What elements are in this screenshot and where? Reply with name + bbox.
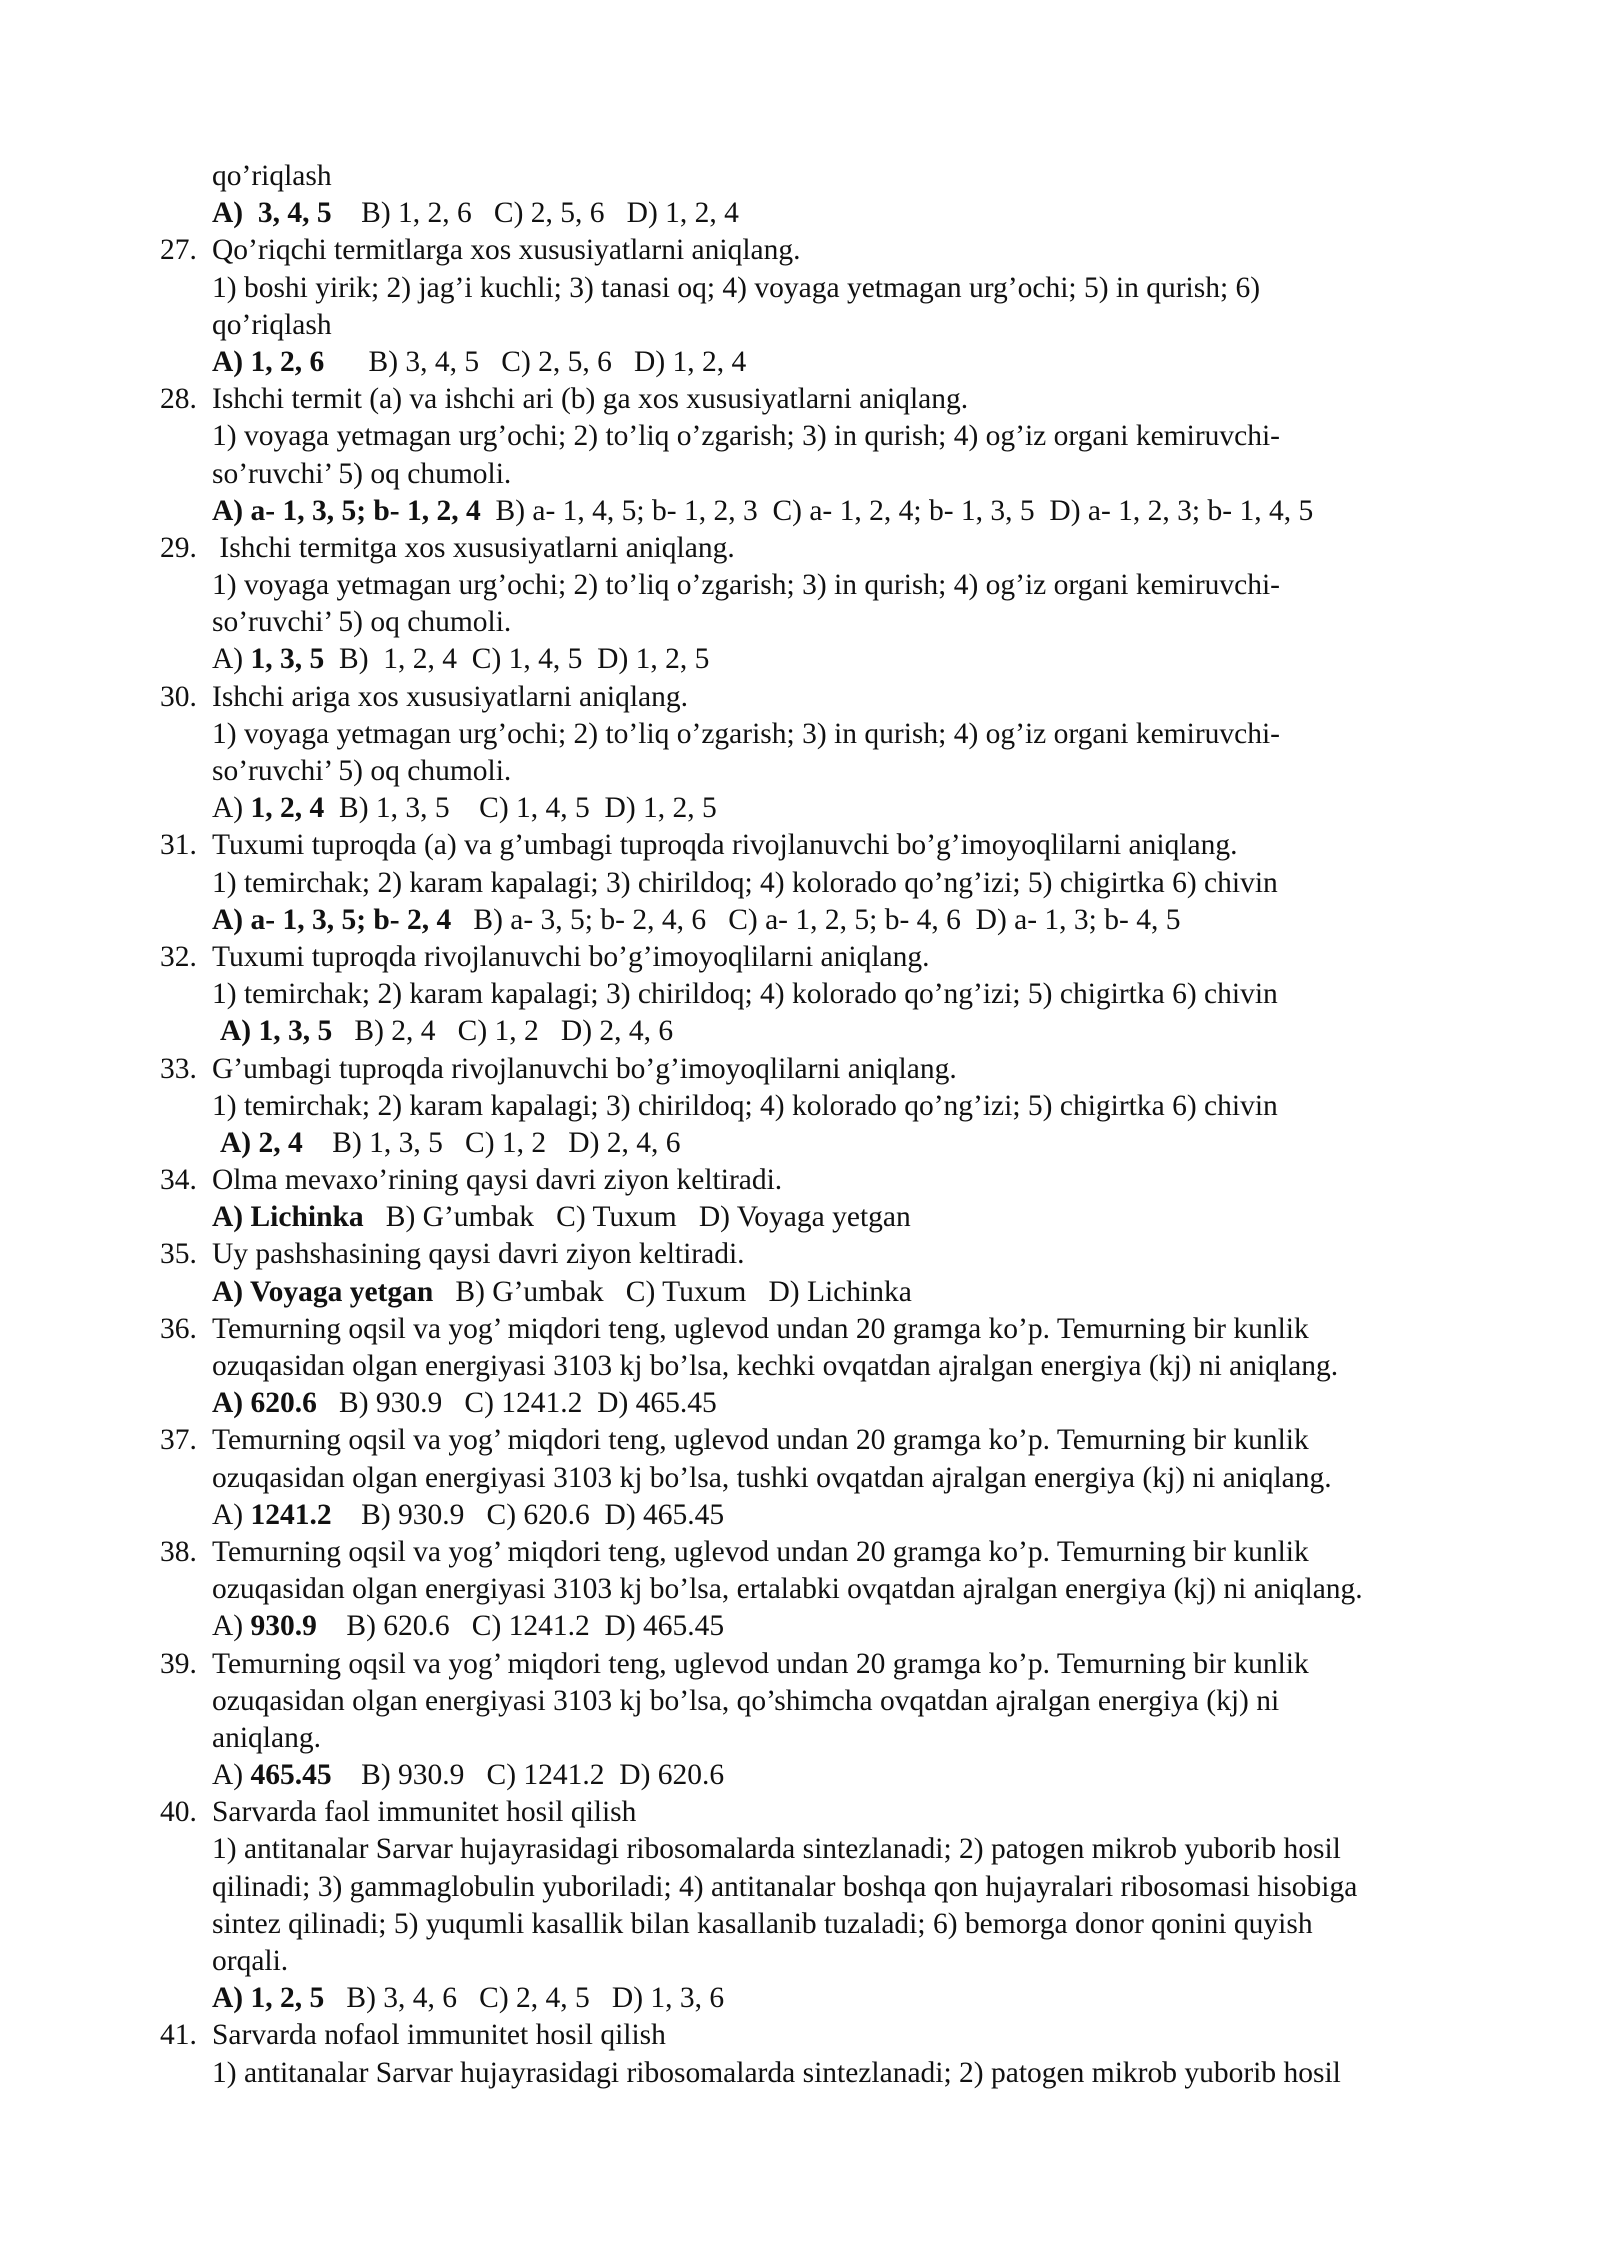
- line-text: Sarvarda nofaol immunitet hosil qilish: [212, 2019, 666, 2052]
- text-line: [0, 1943, 1600, 1980]
- text-line: [0, 865, 1600, 902]
- line-text: Uy pashshasining qaysi davri ziyon keltiradi.: [212, 1238, 745, 1271]
- line-text: Temurning oqsil va yog’ miqdori teng, uglevod undan 20 gramga ko’p. Temurning bir kunlik: [212, 1647, 1309, 1680]
- line-text: A) 2, 4 B) 1, 3, 5 C) 1, 2 D) 2, 4, 6: [220, 1126, 681, 1159]
- line-text: Temurning oqsil va yog’ miqdori teng, uglevod undan 20 gramga ko’p. Temurning bir kunlik: [212, 1424, 1309, 1457]
- line-text: Ishchi termitga xos xususiyatlarni aniqlang.: [212, 531, 735, 564]
- document-page: [0, 158, 1600, 2092]
- text-line: [0, 1460, 1600, 1497]
- line-text: Olma mevaxo’rining qaysi davri ziyon keltiradi.: [212, 1164, 783, 1197]
- line-text: so’ruvchi’ 5) oq chumoli.: [212, 755, 512, 787]
- line-text: Tuxumi tuproqda rivojlanuvchi bo’g’imoyoqlilarni aniqlang.: [212, 940, 930, 973]
- line-text: A) Lichinka B) G’umbak C) Tuxum D) Voyaga yetgan: [212, 1201, 911, 1234]
- line-text: 1) voyaga yetmagan urg’ochi; 2) to’liq o’zgarish; 3) in qurish; 4) og’iz organi kemiruvchi-: [212, 569, 1281, 602]
- line-text: Qo’riqchi termitlarga xos xususiyatlarni aniqlang.: [212, 234, 801, 267]
- text-line: [0, 1831, 1600, 1868]
- question-line: [0, 1534, 1600, 1571]
- line-text: A) 1, 3, 5 B) 1, 2, 4 C) 1, 4, 5 D) 1, 2, 5: [212, 643, 710, 676]
- line-text: A) 620.6 B) 930.9 C) 1241.2 D) 465.45: [212, 1387, 717, 1420]
- question-number: 36.: [160, 1312, 197, 1345]
- question-line: [0, 1236, 1600, 1273]
- text-line: [0, 1199, 1600, 1236]
- text-line: [0, 1980, 1600, 2017]
- line-text: Sarvarda faol immunitet hosil qilish: [212, 1796, 637, 1829]
- question-number: 29.: [160, 531, 197, 564]
- line-text: A) 465.45 B) 930.9 C) 1241.2 D) 620.6: [212, 1759, 725, 1792]
- text-line: [0, 1683, 1600, 1720]
- text-line: [0, 1906, 1600, 1943]
- line-text: ozuqasidan olgan energiyasi 3103 kj bo’lsa, ertalabki ovqatdan ajralgan energiya (kj) ni aniqlang.: [212, 1573, 1363, 1606]
- line-text: sintez qilinadi; 5) yuqumli kasallik bilan kasallanib tuzaladi; 6) bemorga donor qonini quyish: [212, 1907, 1313, 1940]
- line-text: 1) temirchak; 2) karam kapalagi; 3) chirildoq; 4) kolorado qo’ng’izi; 5) chigirtka 6) chivin: [212, 1089, 1278, 1122]
- line-text: A) 1241.2 B) 930.9 C) 620.6 D) 465.45: [212, 1498, 725, 1531]
- text-line: [0, 158, 1600, 195]
- line-text: A) 1, 3, 5 B) 2, 4 C) 1, 2 D) 2, 4, 6: [220, 1015, 674, 1048]
- question-number: 32.: [160, 940, 197, 973]
- line-text: qo’riqlash: [212, 160, 332, 192]
- question-line: [0, 1646, 1600, 1683]
- text-line: [0, 790, 1600, 827]
- text-line: [0, 1608, 1600, 1645]
- text-line: [0, 976, 1600, 1013]
- line-text: A) a- 1, 3, 5; b- 1, 2, 4 B) a- 1, 4, 5; b- 1, 2, 3 C) a- 1, 2, 4; b- 1, 3, 5 D) a- 1, 2, 3; b- 1, 4, 5: [212, 494, 1314, 527]
- question-line: [0, 1051, 1600, 1088]
- line-text: A) Voyaga yetgan B) G’umbak C) Tuxum D) Lichinka: [212, 1275, 912, 1308]
- question-number: 37.: [160, 1424, 197, 1457]
- text-line: [0, 1125, 1600, 1162]
- text-line: [0, 1348, 1600, 1385]
- line-text: 1) temirchak; 2) karam kapalagi; 3) chirildoq; 4) kolorado qo’ng’izi; 5) chigirtka 6) chivin: [212, 866, 1278, 899]
- line-text: so’ruvchi’ 5) oq chumoli.: [212, 606, 512, 639]
- line-text: qo’riqlash: [212, 308, 332, 341]
- line-text: Ishchi termit (a) va ishchi ari (b) ga xos xususiyatlarni aniqlang.: [212, 383, 969, 416]
- text-line: [0, 2055, 1600, 2092]
- question-line: [0, 1422, 1600, 1459]
- line-text: 1) antitanalar Sarvar hujayrasidagi ribosomalarda sintezlanadi; 2) patogen mikrob yuborib hosil: [212, 2056, 1341, 2089]
- line-text: 1) voyaga yetmagan urg’ochi; 2) to’liq o’zgarish; 3) in qurish; 4) og’iz organi kemiruvchi-: [212, 717, 1281, 750]
- text-line: [0, 753, 1600, 790]
- question-number: 31.: [160, 829, 197, 862]
- line-text: A) 1, 2, 5 B) 3, 4, 6 C) 2, 4, 5 D) 1, 3, 6: [212, 1982, 725, 2015]
- text-line: [0, 1497, 1600, 1534]
- text-line: [0, 1869, 1600, 1906]
- line-text: aniqlang.: [212, 1721, 321, 1754]
- question-line: [0, 232, 1600, 269]
- line-text: A) 1, 2, 4 B) 1, 3, 5 C) 1, 4, 5 D) 1, 2, 5: [212, 792, 717, 825]
- text-line: [0, 641, 1600, 678]
- text-line: [0, 902, 1600, 939]
- question-number: 41.: [160, 2019, 197, 2052]
- question-number: 34.: [160, 1164, 197, 1197]
- line-text: 1) temirchak; 2) karam kapalagi; 3) chirildoq; 4) kolorado qo’ng’izi; 5) chigirtka 6) chivin: [212, 978, 1278, 1011]
- question-number: 28.: [160, 383, 197, 416]
- question-number: 38.: [160, 1535, 197, 1568]
- line-text: ozuqasidan olgan energiyasi 3103 kj bo’lsa, qo’shimcha ovqatdan ajralgan energiya (kj) ni: [212, 1684, 1280, 1717]
- line-text: so’ruvchi’ 5) oq chumoli.: [212, 457, 512, 490]
- line-text: G’umbagi tuproqda rivojlanuvchi bo’g’imoyoqlilarni aniqlang.: [212, 1052, 957, 1085]
- question-number: 30.: [160, 680, 197, 713]
- question-line: [0, 939, 1600, 976]
- line-text: A) a- 1, 3, 5; b- 2, 4 B) a- 3, 5; b- 2, 4, 6 C) a- 1, 2, 5; b- 4, 6 D) a- 1, 3; b- 4, 5: [212, 903, 1181, 936]
- line-text: A) 3, 4, 5 B) 1, 2, 6 C) 2, 5, 6 D) 1, 2, 4: [212, 197, 739, 230]
- line-text: qilinadi; 3) gammaglobulin yuboriladi; 4) antitanalar boshqa qon hujayralari ribosomasi hisobiga: [212, 1870, 1358, 1903]
- question-line: [0, 679, 1600, 716]
- text-line: [0, 418, 1600, 455]
- question-number: 40.: [160, 1796, 197, 1829]
- line-text: 1) boshi yirik; 2) jag’i kuchli; 3) tanasi oq; 4) voyaga yetmagan urg’ochi; 5) in qurish; 6): [212, 271, 1261, 304]
- text-line: [0, 493, 1600, 530]
- text-line: [0, 716, 1600, 753]
- question-line: [0, 530, 1600, 567]
- text-line: [0, 1757, 1600, 1794]
- line-text: 1) voyaga yetmagan urg’ochi; 2) to’liq o’zgarish; 3) in qurish; 4) og’iz organi kemiruvchi-: [212, 420, 1281, 453]
- text-line: [0, 1571, 1600, 1608]
- text-line: [0, 344, 1600, 381]
- text-line: [0, 307, 1600, 344]
- text-line: [0, 456, 1600, 493]
- text-line: [0, 270, 1600, 307]
- text-line: [0, 604, 1600, 641]
- text-line: [0, 195, 1600, 232]
- line-text: ozuqasidan olgan energiyasi 3103 kj bo’lsa, tushki ovqatdan ajralgan energiya (kj) ni aniqlang.: [212, 1461, 1332, 1494]
- text-line: [0, 1720, 1600, 1757]
- question-number: 35.: [160, 1238, 197, 1271]
- line-text: A) 1, 2, 6 B) 3, 4, 5 C) 2, 5, 6 D) 1, 2, 4: [212, 345, 747, 378]
- text-line: [0, 1013, 1600, 1050]
- text-line: [0, 1385, 1600, 1422]
- question-line: [0, 1794, 1600, 1831]
- question-line: [0, 827, 1600, 864]
- line-text: A) 930.9 B) 620.6 C) 1241.2 D) 465.45: [212, 1610, 725, 1643]
- question-number: 33.: [160, 1052, 197, 1085]
- question-line: [0, 381, 1600, 418]
- question-number: 39.: [160, 1647, 197, 1680]
- question-line: [0, 1162, 1600, 1199]
- question-line: [0, 1311, 1600, 1348]
- text-line: [0, 1274, 1600, 1311]
- question-number: 27.: [160, 234, 197, 267]
- line-text: Tuxumi tuproqda (a) va g’umbagi tuproqda rivojlanuvchi bo’g’imoyoqlilarni aniqlang.: [212, 829, 1238, 862]
- line-text: Ishchi ariga xos xususiyatlarni aniqlang.: [212, 680, 688, 713]
- line-text: ozuqasidan olgan energiyasi 3103 kj bo’lsa, kechki ovqatdan ajralgan energiya (kj) ni aniqlang.: [212, 1350, 1339, 1382]
- line-text: orqali.: [212, 1945, 289, 1977]
- line-text: 1) antitanalar Sarvar hujayrasidagi ribosomalarda sintezlanadi; 2) patogen mikrob yuborib hosil: [212, 1833, 1341, 1866]
- question-line: [0, 2017, 1600, 2054]
- line-text: Temurning oqsil va yog’ miqdori teng, uglevod undan 20 gramga ko’p. Temurning bir kunlik: [212, 1312, 1309, 1345]
- text-line: [0, 1088, 1600, 1125]
- line-text: Temurning oqsil va yog’ miqdori teng, uglevod undan 20 gramga ko’p. Temurning bir kunlik: [212, 1535, 1309, 1568]
- text-line: [0, 567, 1600, 604]
